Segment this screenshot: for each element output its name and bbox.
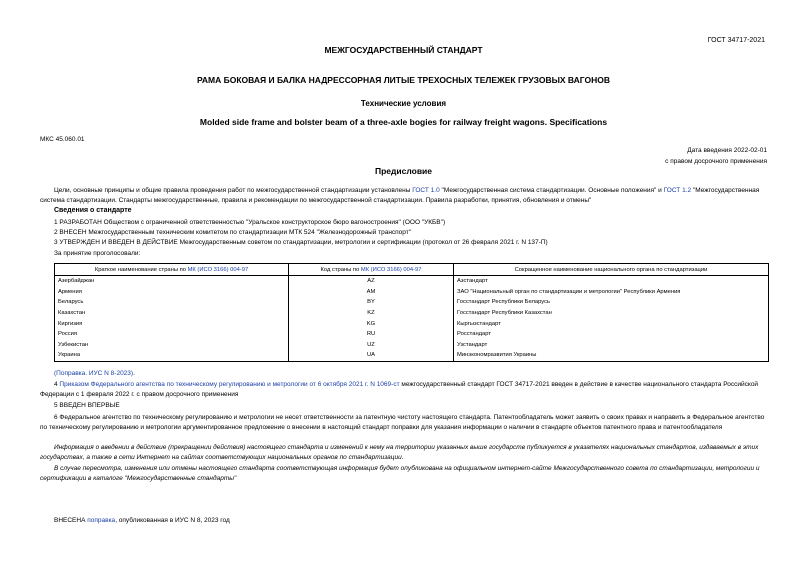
- mk-iso-link[interactable]: МК (ИСО 3166) 004-97: [187, 266, 249, 273]
- document-title-english: Molded side frame and bolster beam of a three-axle bogies for railway freight wagons. Specifications: [199, 117, 608, 127]
- body-cell: Азстандарт: [454, 276, 769, 287]
- footer-amendment: ВНЕСЕНА поправка, опубликованная в ИУС N 8, 2023 год: [54, 517, 230, 524]
- body-cell: Узстандарт: [454, 340, 769, 351]
- item-approved: 3 УТВЕРЖДЕН И ВВЕДЕН В ДЕЙСТВИЕ Межгосударственным советом по стандартизации, метрологии и сертификации (протокол от 26 февраля 2021 г. N 137-П): [54, 239, 548, 246]
- country-cell: Казахстан: [55, 308, 289, 319]
- body-cell: Кыргызстандарт: [454, 318, 769, 329]
- body-cell: Росстандарт: [454, 329, 769, 340]
- code-cell: AM: [289, 287, 454, 298]
- amendment-note: [54, 370, 135, 377]
- code-cell: AZ: [289, 276, 454, 287]
- info-notice: Информация о введении в действие (прекращении действия) настоящего стандарта и изменений к нему на территории указанных выше государств публикуется в указателях национальных стандартов, издаваемых в этих государствах, а также в сети Интернет на сайтах соответствующих национальных органов по стандартизации.: [40, 444, 759, 461]
- header-country-name: Краткое наименование страны по МК (ИСО 3166) 004-97: [55, 264, 289, 276]
- header-national-body: Сокращенное наименование национального органа по стандартизации: [454, 264, 769, 276]
- table-row: [55, 276, 769, 287]
- country-cell: Беларусь: [55, 297, 289, 308]
- table-row: [55, 340, 769, 351]
- table-row: [55, 318, 769, 329]
- document-subtitle: Технические условия: [360, 99, 447, 108]
- mk-iso-link[interactable]: МК (ИСО 3166) 004-97: [360, 266, 422, 273]
- country-cell: Киргизия: [55, 318, 289, 329]
- preface-text-mid: "Межгосударственная система стандартизации. Основные положения" и: [439, 187, 664, 194]
- code-cell: UA: [289, 350, 454, 361]
- amendment-link[interactable]: (Поправка. ИУС N 8-2023).: [54, 370, 135, 377]
- table-row: [55, 308, 769, 319]
- header-country-code: Код страны по МК (ИСО 3166) 004-97: [289, 264, 454, 276]
- body-cell: Минэкономразвития Украины: [454, 350, 769, 361]
- voted-label: За принятие проголосовали:: [54, 250, 141, 257]
- country-cell: Россия: [55, 329, 289, 340]
- preface-text: Цели, основные принципы и общие правила проведения работ по межгосударственной стандартизации установлены: [54, 187, 413, 194]
- table-row: [55, 287, 769, 298]
- gost-1-0-link[interactable]: ГОСТ 1.0: [412, 187, 440, 194]
- country-cell: Узбекистан: [55, 340, 289, 351]
- mks-code: МКС 45.060.01: [40, 136, 85, 143]
- country-cell: Украина: [55, 350, 289, 361]
- gost-1-2-link[interactable]: ГОСТ 1.2: [663, 187, 692, 194]
- preface-heading: Предисловие: [374, 166, 433, 176]
- document-code: ГОСТ 34717-2021: [707, 37, 765, 44]
- standard-info-heading: Сведения о стандарте: [54, 207, 132, 214]
- standard-kind: МЕЖГОСУДАРСТВЕННЫЙ СТАНДАРТ: [324, 45, 483, 55]
- item-order-text: межгосударственный стандарт ГОСТ 34717-2021 введен в действие в качестве национального стандарта Российской Федерации с 1 февраля 2022 г. с правом досрочного применения: [40, 381, 759, 398]
- item-first-introduced: 5 ВВЕДЕН ВПЕРВЫЕ: [54, 402, 120, 409]
- country-cell: Азербайджан: [55, 276, 289, 287]
- code-cell: UZ: [289, 340, 454, 351]
- table-header-row: [55, 264, 769, 276]
- preface-paragraph: [40, 186, 770, 206]
- body-cell: Госстандарт Республики Беларусь: [454, 297, 769, 308]
- early-application-note: с правом досрочного применения: [665, 158, 767, 165]
- country-cell: Армения: [55, 287, 289, 298]
- countries-table: [54, 263, 769, 362]
- code-cell: BY: [289, 297, 454, 308]
- review-notice: В случае пересмотра, изменения или отмены настоящего стандарта соответствующая информация будет опубликована на официальном интернет-сайте Межгосударственного совета по стандартизации, метрологии и сертификации в каталоге "Межгосударственные стандарты": [40, 465, 760, 482]
- item-order: 4 Приказом Федерального агентства по техническому регулированию и метрологии от 6 октября 2021 г. N 1069-ст межгосударственный стандарт ГОСТ 34717-2021 введен в действие в качестве национального стандарта Российской Федерации с 1 февраля 2022 г. с правом досрочного применения: [40, 381, 759, 398]
- code-cell: KG: [289, 318, 454, 329]
- amendment-footer-link[interactable]: поправка: [87, 517, 116, 524]
- document-title: РАМА БОКОВАЯ И БАЛКА НАДРЕССОРНАЯ ЛИТЫЕ ТРЕХОСНЫХ ТЕЛЕЖЕК ГРУЗОВЫХ ВАГОНОВ: [197, 75, 610, 85]
- item-developed: 1 РАЗРАБОТАН Обществом с ограниченной ответственностью "Уральское конструкторское бюро вагоностроения" (ООО "УКБВ"): [54, 219, 446, 226]
- item-patent: 6 Федеральное агентство по техническому регулированию и метрологии не несет ответственности за патентную чистоту настоящего стандарта. Патентообладатель может заявить о своих правах и направить в Федеральное агентство по техническому регулированию и метрологии аргументированное предложение о внесении в настоящий стандарт поправки для указания информации о наличии в стандарте объектов патентного права и патентообладателя: [40, 414, 765, 431]
- table-row: [55, 350, 769, 361]
- code-cell: KZ: [289, 308, 454, 319]
- introduction-date: Дата введения 2022-02-01: [687, 147, 767, 154]
- preface-text-end: "Межгосударственная система стандартизации. Стандарты межгосударственные, правила и рекомендации по межгосударственной стандартизации. Правила разработки, принятия, обновления и отмены": [40, 187, 760, 204]
- body-cell: Госстандарт Республики Казахстан: [454, 308, 769, 319]
- code-cell: RU: [289, 329, 454, 340]
- table-row: [55, 329, 769, 340]
- order-link[interactable]: Приказом Федерального агентства по техническому регулированию и метрологии от 6 октября 2021 г. N 1069-ст: [59, 381, 400, 388]
- body-cell: ЗАО "Национальный орган по стандартизации и метрологии" Республики Армения: [454, 287, 769, 298]
- item-submitted: 2 ВНЕСЕН Межгосударственным техническим комитетом по стандартизации МТК 524 "Железнодорожный транспорт": [54, 229, 412, 236]
- table-row: [55, 297, 769, 308]
